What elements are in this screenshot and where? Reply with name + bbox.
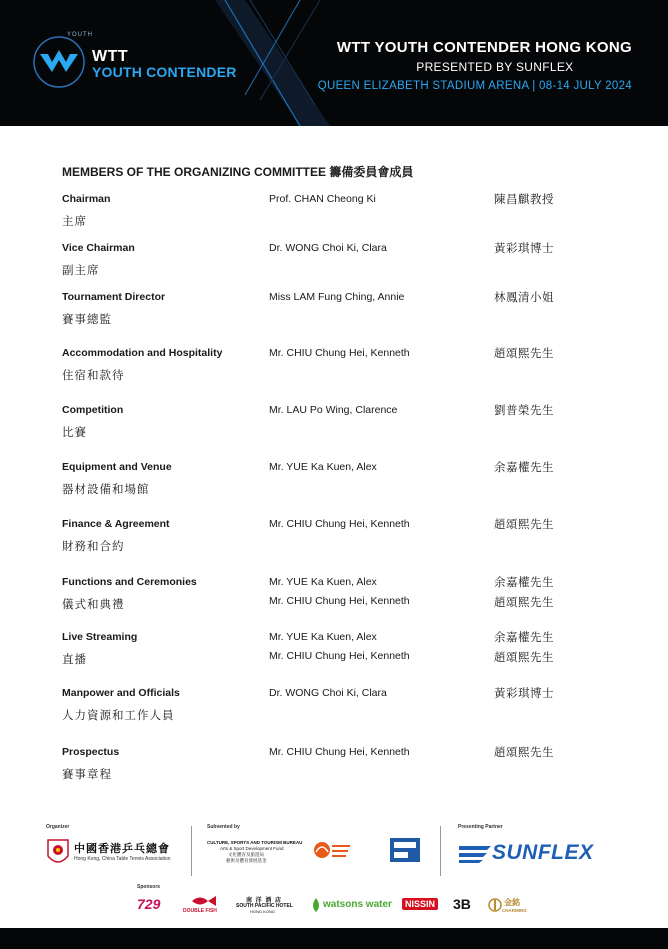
role-name-zh: 器材設備和場館 (62, 484, 150, 496)
wtt-youth-contender-logo (30, 32, 240, 92)
sponsor-doublefish: DOUBLE FISH (183, 908, 217, 914)
doublefish-logo-icon (190, 894, 220, 908)
role-name-en: Tournament Director (62, 291, 166, 303)
member-names-zh (494, 461, 554, 481)
sponsor-watsons: watsons water (323, 899, 392, 910)
member-name-en: Mr. CHIU Chung Hei, Kenneth (269, 347, 410, 359)
organizer-label: Organizer (46, 824, 70, 830)
member-names-zh (494, 291, 554, 311)
sports-federation-logo-icon (386, 832, 426, 874)
member-name-zh: 黃彩琪博士 (494, 688, 554, 700)
role-name-en: Chairman (62, 193, 111, 205)
bureau-line-4: 藝術及體育發展基金 (226, 858, 267, 863)
role-name-en: Functions and Ceremonies (62, 576, 197, 588)
presented-by: PRESENTED BY SUNFLEX (416, 60, 574, 74)
role-name-zh: 財務和合約 (62, 541, 125, 553)
member-names-en (269, 631, 410, 669)
member-name-en: Dr. WONG Choi Ki, Clara (269, 242, 387, 254)
member-name-zh: 林鳳清小姐 (494, 292, 554, 304)
bottom-bar (0, 928, 668, 949)
member-names-zh (494, 242, 554, 262)
member-names-en (269, 687, 387, 706)
watsons-drop-icon (309, 897, 323, 913)
member-name-en: Mr. LAU Po Wing, Clarence (269, 404, 398, 416)
member-name-en: Prof. CHAN Cheong Ki (269, 193, 376, 205)
member-names-zh (494, 518, 554, 538)
sponsor-hotel-en: SOUTH PACIFIC HOTEL (236, 903, 293, 909)
sponsor-charming-en: CHARMING (502, 908, 527, 913)
role-name-zh: 人力資源和工作人員 (62, 710, 175, 722)
member-name-en: Mr. YUE Ka Kuen, Alex (269, 461, 377, 473)
member-names-zh (494, 193, 554, 213)
role-name-zh: 住宿和款待 (62, 370, 125, 382)
event-title: WTT YOUTH CONTENDER HONG KONG (336, 39, 632, 56)
member-names-zh (494, 576, 554, 616)
logo-wtt-text: WTT (92, 48, 129, 65)
member-names-en (269, 518, 410, 537)
sunflex-swoosh-icon (457, 842, 495, 864)
subvented-label: Subvented by (207, 824, 240, 830)
member-name-zh: 陳昌麒教授 (494, 194, 554, 206)
role-name-en: Prospectus (62, 746, 120, 758)
role-name-en: Finance & Agreement (62, 518, 170, 530)
hkctta-logo-icon (46, 838, 70, 868)
member-names-en (269, 461, 377, 480)
partner-name: SUNFLEX (492, 841, 594, 864)
footer-divider-1 (191, 826, 192, 876)
partner-label: Presenting Partner (458, 824, 503, 830)
logo-youth-contender-text: YOUTH CONTENDER (92, 64, 237, 80)
role-name-en: Competition (62, 404, 124, 416)
header-banner (0, 0, 668, 126)
member-names-zh (494, 347, 554, 367)
member-name-zh: 趙頌熙先生 (494, 747, 554, 759)
member-names-zh (494, 687, 554, 707)
member-name-en: Miss LAM Fung Ching, Annie (269, 291, 405, 303)
member-name-zh: 黃彩琪博士 (494, 243, 554, 255)
organizer-name-zh: 中國香港乒乓總會 (74, 843, 170, 855)
member-name-en: Dr. WONG Choi Ki, Clara (269, 687, 387, 699)
organizer-name-en: Hong Kong, China Table Tennis Association (74, 856, 171, 862)
member-name-en: Mr. CHIU Chung Hei, Kenneth (269, 595, 410, 607)
sponsor-nissin: NISSIN (402, 898, 438, 910)
role-name-en: Vice Chairman (62, 242, 135, 254)
member-names-en (269, 193, 376, 212)
member-names-en (269, 576, 410, 614)
role-name-zh: 儀式和典禮 (62, 599, 125, 611)
member-names-en (269, 347, 410, 366)
member-names-en (269, 404, 397, 423)
sponsor-hotel-city: HONG KONG (250, 909, 275, 914)
member-name-zh: 劉普榮先生 (494, 405, 554, 417)
bureau-line-1: CULTURE, SPORTS AND TOURISM BUREAU (207, 840, 303, 845)
role-name-en: Live Streaming (62, 631, 138, 643)
role-name-zh: 賽事總監 (62, 314, 112, 326)
member-name-zh: 余嘉權先生 (494, 632, 554, 644)
bureau-line-3: 文化體育及旅遊局 (228, 852, 264, 857)
member-name-zh: 余嘉權先生 (494, 577, 554, 589)
member-names-en (269, 746, 410, 765)
member-name-en: Mr. CHIU Chung Hei, Kenneth (269, 746, 410, 758)
bureau-line-2: Arts & Sport Development Fund (220, 846, 284, 851)
hkjc-logo-icon (312, 836, 352, 870)
member-names-en (269, 291, 404, 310)
member-name-zh: 余嘉權先生 (494, 462, 554, 474)
member-name-zh: 趙頌熙先生 (494, 597, 554, 609)
charming-logo-icon (488, 897, 502, 913)
header-title-block (318, 39, 632, 92)
member-names-zh (494, 631, 554, 671)
member-name-zh: 趙頌熙先生 (494, 348, 554, 360)
member-name-zh: 趙頌熙先生 (494, 652, 554, 664)
venue-dates: QUEEN ELIZABETH STADIUM ARENA | 08-14 JULY 2024 (317, 80, 632, 92)
sponsors-label: Sponsors (137, 884, 161, 890)
role-name-en: Manpower and Officials (62, 687, 180, 699)
member-names-zh (494, 404, 554, 424)
sponsor-729: 729 (137, 896, 161, 912)
sponsor-hotel-zh: 南 洋 酒 店 (246, 898, 283, 904)
role-name-zh: 主席 (62, 216, 87, 228)
member-name-en: Mr. CHIU Chung Hei, Kenneth (269, 650, 410, 662)
member-name-en: Mr. YUE Ka Kuen, Alex (269, 631, 377, 643)
logo-youth-small: YOUTH (67, 32, 93, 38)
committee-title: MEMBERS OF THE ORGANIZING COMMITTEE 籌備委員會成員 (62, 165, 414, 179)
member-name-en: Mr. CHIU Chung Hei, Kenneth (269, 518, 410, 530)
role-name-zh: 直播 (62, 654, 87, 666)
member-name-zh: 趙頌熙先生 (494, 519, 554, 531)
role-name-zh: 副主席 (62, 265, 100, 277)
sponsor-charming-zh: 金銘 (504, 898, 520, 907)
role-name-zh: 賽事章程 (62, 769, 112, 781)
role-name-en: Accommodation and Hospitality (62, 347, 223, 359)
member-names-en (269, 242, 387, 261)
member-name-en: Mr. YUE Ka Kuen, Alex (269, 576, 377, 588)
sponsor-footer (0, 818, 668, 928)
role-name-zh: 比賽 (62, 427, 87, 439)
wtt-logo-icon (30, 34, 92, 92)
member-names-zh (494, 746, 554, 766)
footer-divider-2 (440, 826, 441, 876)
sponsor-3b: 3B (453, 896, 471, 912)
role-name-en: Equipment and Venue (62, 461, 172, 473)
